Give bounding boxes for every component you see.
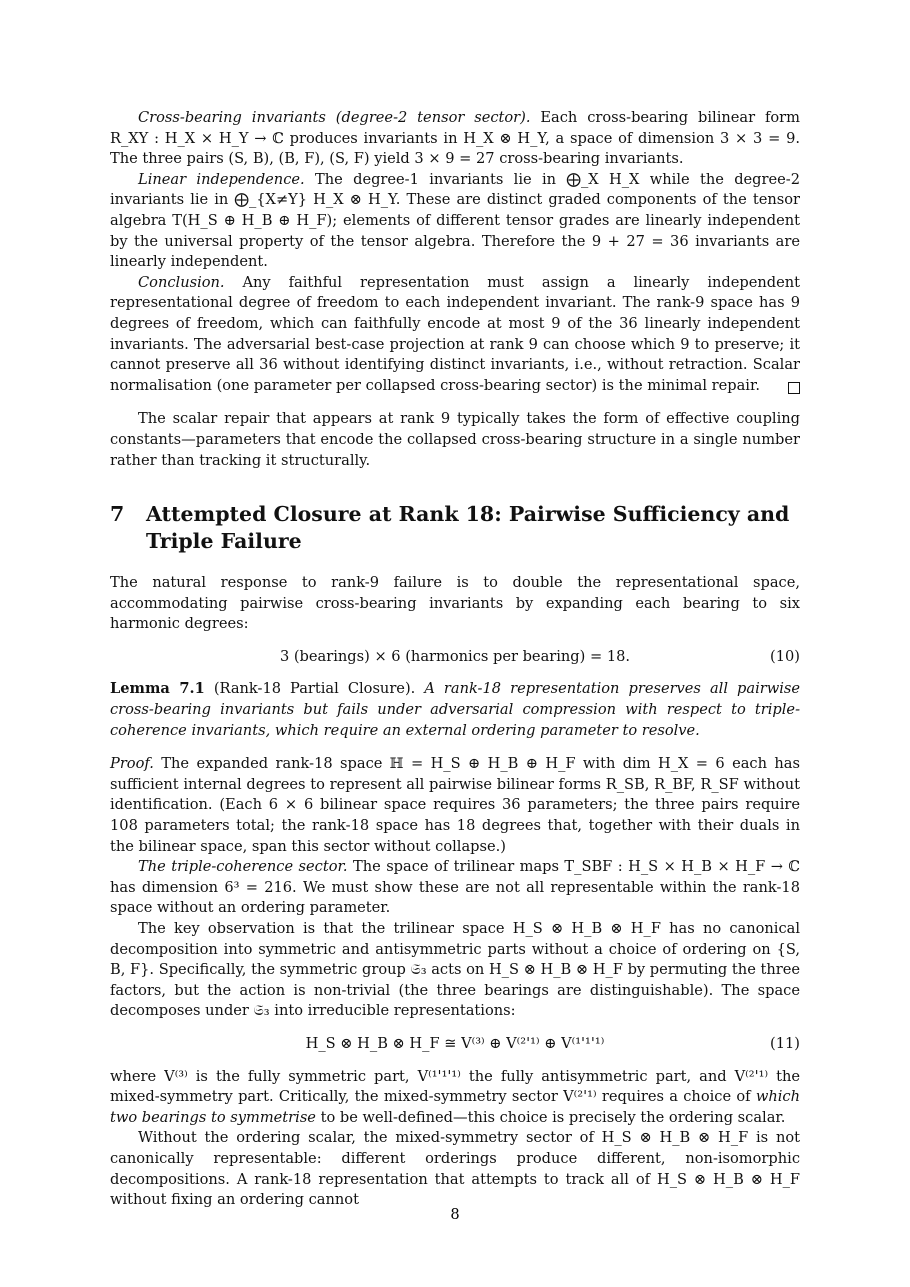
equation-10 <box>110 647 800 668</box>
section-heading <box>110 501 800 555</box>
proof-text: The expanded rank-18 space ℍ = H_S ⊕ H_B ⊕ H_F with dim H_X = 6 each has sufficient internal degrees to represent all pairwise bilinear forms R_SB, R_BF, R_SF without identification. (Each 6 × 6 bilinear space requires 36 parameters; the three pairs require 108 parameters total; the rank-18 space has 18 degrees that, together with their duals in the bilinear space, span this sector without collapse.) <box>110 755 800 855</box>
lemma-statement: A rank-18 representation preserves all pairwise cross-bearing invariants but fails under adversarial compression with respect to triple-coherence invariants, which require an external ordering parameter to resolve. <box>110 680 800 739</box>
page-body <box>110 108 800 1211</box>
equation-11 <box>110 1034 800 1055</box>
paragraph-text: where V⁽³⁾ is the fully symmetric part, V⁽¹'¹'¹⁾ the fully antisymmetric part, and V⁽²'¹⁾ the mixed-symmetry part. Critically, the mixed-symmetry sector V⁽²'¹⁾ requires a choice of <box>110 1067 800 1106</box>
lemma-label: Lemma 7.1 <box>110 680 205 698</box>
paragraph-scalar-repair: The scalar repair that appears at rank 9 typically takes the form of effective coupling constants—parameters that encode the collapsed cross-bearing structure in a single number rather than tracking it structurally. <box>110 410 800 469</box>
paragraph-text: The space of trilinear maps T_SBF : H_S × H_B × H_F → ℂ has dimension 6³ = 216. We must show these are not all representable within the rank-18 space without an ordering parameter. <box>110 858 800 917</box>
paragraph-text: Any faithful representation must assign a linearly independent representational degree of freedom to each independent invariant. The rank-9 space has 9 degrees of freedom, which can faithfully encode at most 9 of the 36 linearly independent invariants. The adversarial best-case projection at rank 9 can choose which 9 to preserve; it cannot preserve all 36 without identifying distinct invariants, i.e., without retraction. Scalar normalisation (one parameter per collapsed cross-bearing sector) is the minimal repair. <box>110 273 800 394</box>
lemma-7-1 <box>110 679 800 741</box>
paragraph-triple-coherence <box>110 857 800 919</box>
section-number: 7 <box>110 502 125 527</box>
paragraph-conclusion <box>110 273 800 397</box>
paragraph-cross-bearing <box>110 108 800 170</box>
paragraph-text: Each cross-bearing bilinear form R_XY : H_X × H_Y → ℂ produces invariants in H_X ⊗ H_Y, a space of dimension 3 × 3 = 9. The three pairs (S, B), (B, F), (S, F) yield 3 × 9 = 27 cross-bearing invariants. <box>110 109 800 168</box>
paragraph-lead: The triple-coherence sector. <box>138 858 348 876</box>
paragraph-text: The degree-1 invariants lie in ⨁_X H_X while the degree-2 invariants lie in ⨁_{X≠Y} H_X ⊗ H_Y. These are distinct graded components of the tensor algebra T(H_S ⊕ H_B ⊕ H_F); elements of different tensor grades are linearly independent by the universal property of the tensor algebra. Therefore the 9 + 27 = 36 invariants are linearly independent. <box>110 170 800 271</box>
page-number: 8 <box>450 1206 460 1223</box>
qed-square-icon <box>788 382 800 394</box>
equation-body: H_S ⊗ H_B ⊗ H_F ≅ V⁽³⁾ ⊕ V⁽²'¹⁾ ⊕ V⁽¹'¹'¹⁾ <box>305 1034 605 1052</box>
section-intro: The natural response to rank-9 failure is to double the representational space, accommodating pairwise cross-bearing invariants by expanding each bearing to six harmonic degrees: <box>110 574 800 633</box>
emphasis-text: which two bearings to symmetrise <box>110 1088 800 1126</box>
paragraph-lead: Linear independence. <box>138 170 305 188</box>
equation-body: 3 (bearings) × 6 (harmonics per bearing) = 18. <box>279 647 631 665</box>
paragraph-text: to be well-defined—this choice is precisely the ordering scalar. <box>315 1108 786 1126</box>
equation-number: (10) <box>770 647 800 665</box>
proof-label: Proof. <box>110 755 154 773</box>
paragraph-lead: Conclusion. <box>138 273 225 291</box>
paragraph-lead: Cross-bearing invariants (degree-2 tensor sector). <box>138 109 531 126</box>
equation-number: (11) <box>770 1034 800 1052</box>
lemma-name: (Rank-18 Partial Closure). <box>213 680 416 698</box>
paragraph-key-observation: The key observation is that the trilinear space H_S ⊗ H_B ⊗ H_F has no canonical decomposition into symmetric and antisymmetric parts without a choice of ordering on {S, B, F}. Specifically, the symmetric group 𝔖₃ acts on H_S ⊗ H_B ⊗ H_F by permuting the three factors, but the action is non-trivial (the three bearings are distinguishable). The space decomposes under 𝔖₃ into irreducible representations: <box>110 920 800 1020</box>
paragraph-ordering-scalar: Without the ordering scalar, the mixed-symmetry sector of H_S ⊗ H_B ⊗ H_F is not canonically representable: different orderings produce different, non-isomorphic decompositions. A rank-18 representation that attempts to track all of H_S ⊗ H_B ⊗ H_F without fixing an ordering cannot <box>110 1129 800 1209</box>
paragraph-irreps <box>110 1067 800 1129</box>
section-title: Attempted Closure at Rank 18: Pairwise Sufficiency and Triple Failure <box>146 502 790 554</box>
paragraph-linear-independence <box>110 170 800 273</box>
proof-paragraph <box>110 754 800 857</box>
